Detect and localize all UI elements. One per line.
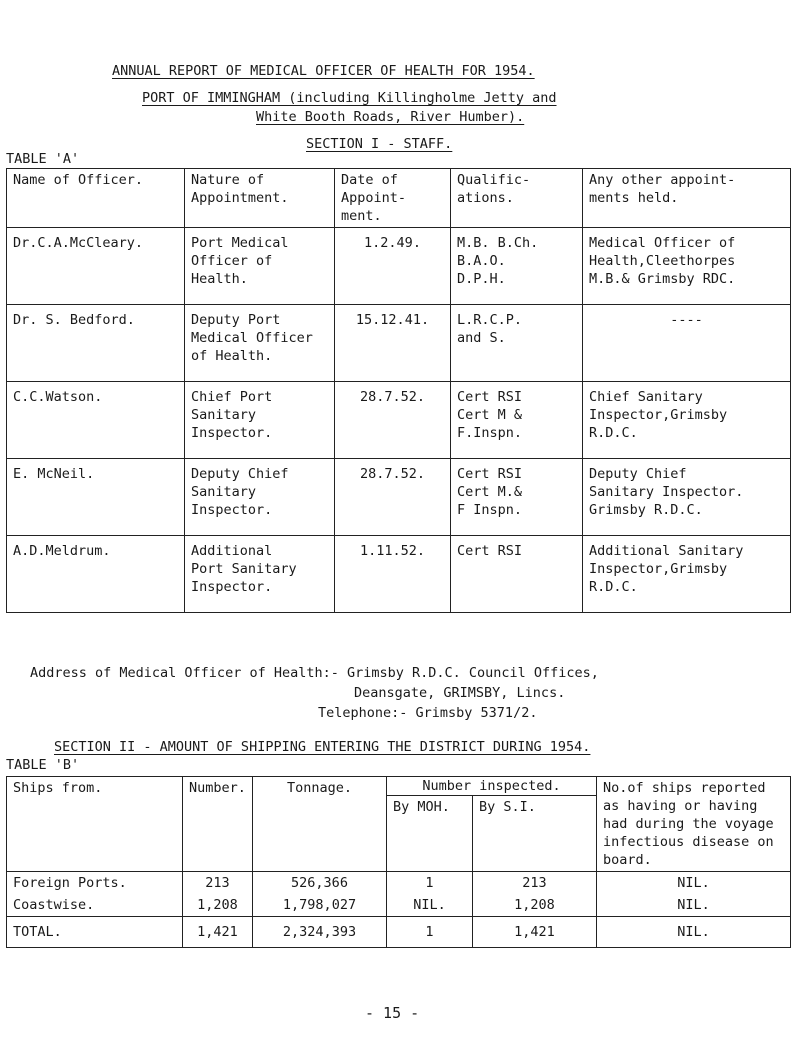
ships-from: Coastwise. bbox=[7, 894, 183, 917]
shipping-total-row bbox=[7, 917, 791, 948]
col-header-number: Number. bbox=[183, 777, 253, 872]
mo-address-line2: Deansgate, GRIMSBY, Lincs. bbox=[354, 685, 566, 701]
col-header-qualifications: Qualific- ations. bbox=[451, 169, 583, 228]
staff-row bbox=[7, 536, 791, 613]
col-header-other-appointments: Any other appoint- ments held. bbox=[583, 169, 791, 228]
total-infectious: NIL. bbox=[597, 917, 791, 948]
shipping-row bbox=[7, 894, 791, 917]
page-number: - 15 - bbox=[365, 1004, 420, 1022]
ships-tonnage: 1,798,027 bbox=[253, 894, 387, 917]
inspected-by-si: 213 bbox=[473, 872, 597, 895]
table-a-label: TABLE 'A' bbox=[6, 151, 80, 167]
appointment-nature: Deputy Chief Sanitary Inspector. bbox=[185, 459, 335, 536]
total-tonnage: 2,324,393 bbox=[253, 917, 387, 948]
appointment-date: 1.11.52. bbox=[335, 536, 451, 613]
staff-table bbox=[6, 168, 791, 613]
officer-name: A.D.Meldrum. bbox=[7, 536, 185, 613]
other-appointments: ---- bbox=[583, 305, 791, 382]
officer-name: E. McNeil. bbox=[7, 459, 185, 536]
qualifications: Cert RSI Cert M & F.Inspn. bbox=[451, 382, 583, 459]
shipping-table bbox=[6, 776, 791, 948]
section2-heading: SECTION II - AMOUNT OF SHIPPING ENTERING THE DISTRICT DURING 1954. bbox=[54, 739, 591, 755]
col-header-nature: Nature of Appointment. bbox=[185, 169, 335, 228]
col-header-number-inspected: Number inspected. bbox=[387, 777, 597, 796]
total-number: 1,421 bbox=[183, 917, 253, 948]
appointment-nature: Chief Port Sanitary Inspector. bbox=[185, 382, 335, 459]
qualifications: Cert RSI Cert M.& F Inspn. bbox=[451, 459, 583, 536]
staff-row bbox=[7, 228, 791, 305]
appointment-date: 15.12.41. bbox=[335, 305, 451, 382]
infectious-count: NIL. bbox=[597, 872, 791, 895]
col-header-by-si: By S.I. bbox=[473, 796, 597, 872]
staff-row bbox=[7, 305, 791, 382]
section1-heading: SECTION I - STAFF. bbox=[306, 136, 453, 152]
total-by-moh: 1 bbox=[387, 917, 473, 948]
port-name-line1: PORT OF IMMINGHAM (including Killingholme Jetty and bbox=[142, 90, 557, 106]
other-appointments: Deputy Chief Sanitary Inspector. Grimsby R.D.C. bbox=[583, 459, 791, 536]
appointment-nature: Deputy Port Medical Officer of Health. bbox=[185, 305, 335, 382]
appointment-nature: Port Medical Officer of Health. bbox=[185, 228, 335, 305]
col-header-tonnage: Tonnage. bbox=[253, 777, 387, 872]
qualifications: M.B. B.Ch. B.A.O. D.P.H. bbox=[451, 228, 583, 305]
col-header-ships-from: Ships from. bbox=[7, 777, 183, 872]
other-appointments: Additional Sanitary Inspector,Grimsby R.D.C. bbox=[583, 536, 791, 613]
qualifications: L.R.C.P. and S. bbox=[451, 305, 583, 382]
officer-name: C.C.Watson. bbox=[7, 382, 185, 459]
ships-tonnage: 526,366 bbox=[253, 872, 387, 895]
officer-name: Dr.C.A.McCleary. bbox=[7, 228, 185, 305]
shipping-row bbox=[7, 872, 791, 895]
staff-row bbox=[7, 382, 791, 459]
col-header-name: Name of Officer. bbox=[7, 169, 185, 228]
ships-number: 213 bbox=[183, 872, 253, 895]
table-b-label: TABLE 'B' bbox=[6, 757, 80, 773]
appointment-date: 28.7.52. bbox=[335, 459, 451, 536]
appointment-date: 28.7.52. bbox=[335, 382, 451, 459]
infectious-count: NIL. bbox=[597, 894, 791, 917]
report-title: ANNUAL REPORT OF MEDICAL OFFICER OF HEALTH FOR 1954. bbox=[112, 63, 535, 79]
col-header-by-moh: By MOH. bbox=[387, 796, 473, 872]
total-by-si: 1,421 bbox=[473, 917, 597, 948]
appointment-date: 1.2.49. bbox=[335, 228, 451, 305]
other-appointments: Chief Sanitary Inspector,Grimsby R.D.C. bbox=[583, 382, 791, 459]
total-label: TOTAL. bbox=[7, 917, 183, 948]
mo-address-line1: Address of Medical Officer of Health:- Grimsby R.D.C. Council Offices, bbox=[30, 665, 599, 681]
col-header-date: Date of Appoint- ment. bbox=[335, 169, 451, 228]
mo-telephone: Telephone:- Grimsby 5371/2. bbox=[318, 705, 538, 721]
col-header-infectious: No.of ships reported as having or having had during the voyage infectious disease on board. bbox=[597, 777, 791, 872]
ships-from: Foreign Ports. bbox=[7, 872, 183, 895]
other-appointments: Medical Officer of Health,Cleethorpes M.B.& Grimsby RDC. bbox=[583, 228, 791, 305]
appointment-nature: Additional Port Sanitary Inspector. bbox=[185, 536, 335, 613]
staff-row bbox=[7, 459, 791, 536]
qualifications: Cert RSI bbox=[451, 536, 583, 613]
inspected-by-moh: NIL. bbox=[387, 894, 473, 917]
inspected-by-si: 1,208 bbox=[473, 894, 597, 917]
officer-name: Dr. S. Bedford. bbox=[7, 305, 185, 382]
port-name-line2: White Booth Roads, River Humber). bbox=[256, 109, 525, 125]
inspected-by-moh: 1 bbox=[387, 872, 473, 895]
ships-number: 1,208 bbox=[183, 894, 253, 917]
